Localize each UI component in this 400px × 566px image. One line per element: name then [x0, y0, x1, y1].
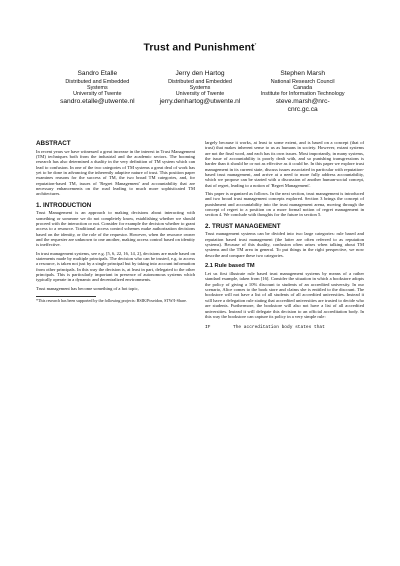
author-email: cnrc.gc.ca: [287, 106, 318, 113]
title-text: Trust and Punishment: [143, 42, 255, 54]
left-column: [36, 140, 195, 304]
organization-paragraph: This paper is organized as follows. In the next section, trust management is introduced and two broad trust management concepts explored. Section 3 brings the concept of punishment and accountability into the trust management arena, moving through the concept of regret to a position on a more formal notion of regret management in section 4. We conclude with thoughts for the future in section 5.: [205, 191, 364, 218]
paper-title: [0, 42, 400, 53]
author-dept-line: Distributed and Embedded: [168, 78, 232, 85]
author-email: sandro.etalle@utwente.nl: [60, 98, 135, 106]
rule-based-heading: 2.1 Rule based TM: [205, 263, 255, 270]
author-name: Sandro Etalle: [77, 70, 118, 77]
author-email: jerry.denhartog@utwente.nl: [159, 98, 241, 106]
author-dept-line: Canada: [293, 85, 313, 91]
code-text: The accreditation body states that: [233, 325, 325, 331]
trust-management-paragraph: Trust management systems can be divided into two large categories: rule based and reputation based trust management (the latter are often referred to as reputation systems). Because of this duality, confusion often arises when talking about TM systems and the TM area in general. To put things in the right perspective, we now describe and compare these two categories.: [205, 231, 364, 258]
footnote: *This research has been supported by the following projects: BSIK/Poseidon, STW/I-Share.: [36, 298, 187, 304]
rule-based-paragraph: Let us first illustrate rule based trust management systems by means of a rather standard example, taken from [16]. Consider the situation in which a bookstore adopts the policy of giving a 10% discount to students of an accredited university. In our scenario, Alice comes to the book store and claims she is entitled to the discount. The bookstore will not have a list of all students of all accredited universities. Instead it will have a delegation rule stating that accredited universities are trusted to decide who are students. Furthermore, the bookstore will also not have a list of all accredited universities. Instead it will delegate this decision to an official accreditation body. In this way the bookstore can capture its policy in a very simple rule:: [205, 271, 364, 319]
abstract-heading: ABSTRACT: [36, 140, 71, 147]
abstract-text: In recent years we have witnessed a great increase in the interest in Trust Management (TM) techniques both from the industrial and the academic sectors. The booming research has also determined a duality in the very definition of TM system which can lead to confusion. In one of the two categories of TM systems a great deal of work has yet to be done in advancing the inherently adaptive nature of trust. This position paper examines reasons for the success of TM, the two broad TM categories, and, for reputation-based TM, issues of 'Regret Management' and accountability that are necessary enhancements on the road leading to much more sophisticated TM architectures.: [36, 148, 195, 197]
introduction-heading: 1. INTRODUCTION: [36, 201, 92, 209]
author-affiliation: University of Twente: [73, 91, 122, 98]
author-marsh: [251, 70, 354, 113]
author-affiliation: University of Twente: [175, 91, 225, 98]
intro-continued-paragraph: largely because it works, at least to some extent, and is based on a concept (that of trust) that makes inherent sense to us as humans in society. However, extant systems are not the final word, and each has its own issues. Most importantly, in many systems, the issue of accountability is poorly dealt with, and so punishing transgressions is harder than it should be or not as effective as it could be. In this paper we explore trust management in its current state, discuss issues associated in particular with reputation-based trust management, and arrive at a need to more fully address accountability, which we propose can be started with a discussion of another human-social concept, that of regret, leading to a notion of 'Regret Management'.: [205, 140, 364, 188]
trust-management-heading: 2. TRUST MANAGEMENT: [205, 222, 281, 230]
intro-paragraph: In trust management systems, see e.g. [5, 6, 22, 16, 14, 2], decisions are made based on statements made by multiple principals. The decision who can be trusted, e.g. to access a resource, is taken not just by a single principal but by taking into account information from other principals. In this way the decision is, at least in part, delegated to the other principals. This is particularly important in presence of autonomous systems which typically operate in a dynamic and decentralized environments.: [36, 250, 195, 283]
code-line: [205, 325, 364, 330]
intro-paragraph: Trust Management is an approach to making decisions about interacting with something or someone we do not completely know, establishing whether we should proceed with the interaction or not. Consider for example the decision whether to grant access to a resource. Traditional access control schemes make authorization decisions based on the identity, or the role of the requestor. However, when the resource owner and the requester are unknown to one another, making access control based on identity is ineffective.: [36, 210, 195, 248]
author-etalle: [46, 70, 149, 113]
author-affiliation: Institute for Information Technology: [260, 91, 345, 98]
author-email: steve.marsh@nrc-: [275, 98, 330, 106]
footnote-rule: [36, 296, 96, 297]
author-dept-line: Systems: [189, 85, 211, 91]
author-denhartog: [149, 70, 252, 113]
code-keyword: IF: [205, 325, 211, 331]
author-dept-line: Systems: [87, 85, 108, 91]
right-column: [205, 140, 364, 331]
author-block: [46, 70, 354, 113]
author-dept-line: National Research Council: [270, 78, 335, 85]
author-name: Stephen Marsh: [280, 70, 326, 77]
author-dept-line: Distributed and Embedded: [65, 78, 130, 85]
title-footnote-mark: *: [254, 42, 257, 47]
intro-paragraph: Trust management has become something of a hot topic,: [36, 285, 139, 291]
author-name: Jerry den Hartog: [175, 70, 225, 77]
